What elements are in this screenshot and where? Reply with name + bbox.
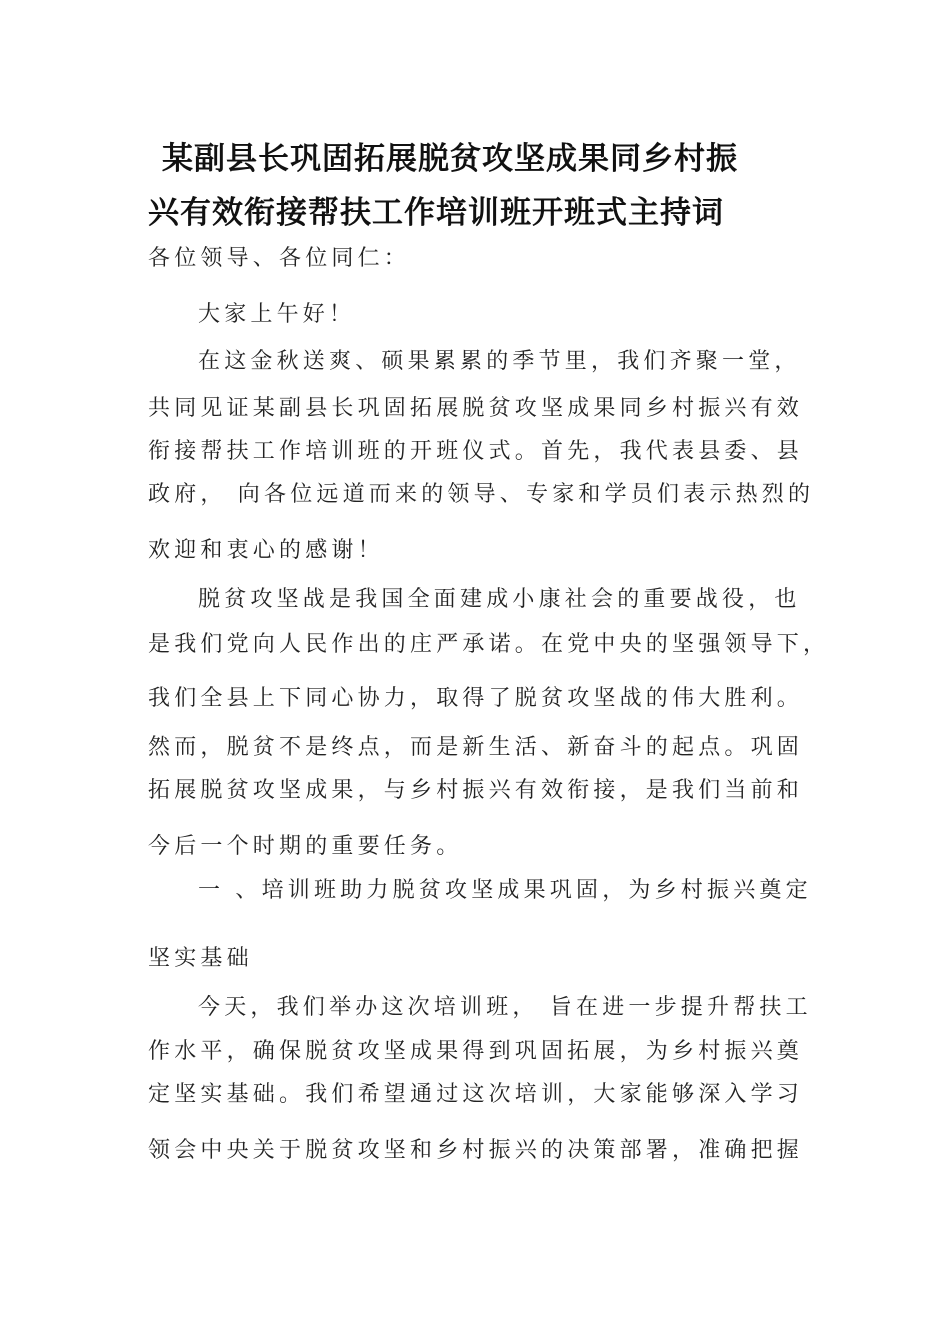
salutation: 各位领导、各位同仁： <box>148 246 411 271</box>
greeting-line: 大家上午好！ <box>198 302 356 327</box>
paragraph-2-line-4: 然而，脱贫不是终点，而是新生活、新奋斗的起点。巩固 <box>148 735 804 760</box>
paragraph-2-line-1: 脱贫攻坚战是我国全面建成小康社会的重要战役，也 <box>198 587 801 612</box>
section-heading-line-1: 一 、培训班助力脱贫攻坚成果巩固，为乡村振兴奠定 <box>198 878 812 903</box>
document-title-line-1: 某副县长巩固拓展脱贫攻坚成果同乡村振 <box>162 141 738 177</box>
paragraph-2-line-6: 今后一个时期的重要任务。 <box>148 834 463 859</box>
paragraph-3-line-2: 作水平，确保脱贫攻坚成果得到巩固拓展，为乡村振兴奠 <box>148 1039 804 1064</box>
paragraph-2-line-3: 我们全县上下同心协力，取得了脱贫攻坚战的伟大胜利。 <box>148 686 804 711</box>
section-heading-line-2: 坚实基础 <box>148 946 253 971</box>
paragraph-3-line-4: 领会中央关于脱贫攻坚和乡村振兴的决策部署，准确把握 <box>148 1138 804 1163</box>
document-title-line-2: 兴有效衔接帮扶工作培训班开班式主持词 <box>148 195 724 231</box>
paragraph-1-line-2: 共同见证某副县长巩固拓展脱贫攻坚成果同乡村振兴有效 <box>148 396 804 421</box>
paragraph-1-line-1: 在这金秋送爽、硕果累累的季节里，我们齐聚一堂， <box>198 349 801 374</box>
paragraph-1-line-4: 政府， 向各位远道而来的领导、专家和学员们表示热烈的 <box>148 482 815 507</box>
paragraph-1-line-3: 衔接帮扶工作培训班的开班仪式。首先，我代表县委、县 <box>148 439 804 464</box>
paragraph-3-line-3: 定坚实基础。我们希望通过这次培训，大家能够深入学习 <box>148 1082 804 1107</box>
paragraph-3-line-1: 今天，我们举办这次培训班， 旨在进一步提升帮扶工 <box>198 995 812 1020</box>
paragraph-2-line-5: 拓展脱贫攻坚成果，与乡村振兴有效衔接，是我们当前和 <box>148 778 804 803</box>
paragraph-1-line-5: 欢迎和衷心的感谢！ <box>148 538 384 563</box>
paragraph-2-line-2: 是我们党向人民作出的庄严承诺。在党中央的坚强领导下， <box>148 632 830 657</box>
